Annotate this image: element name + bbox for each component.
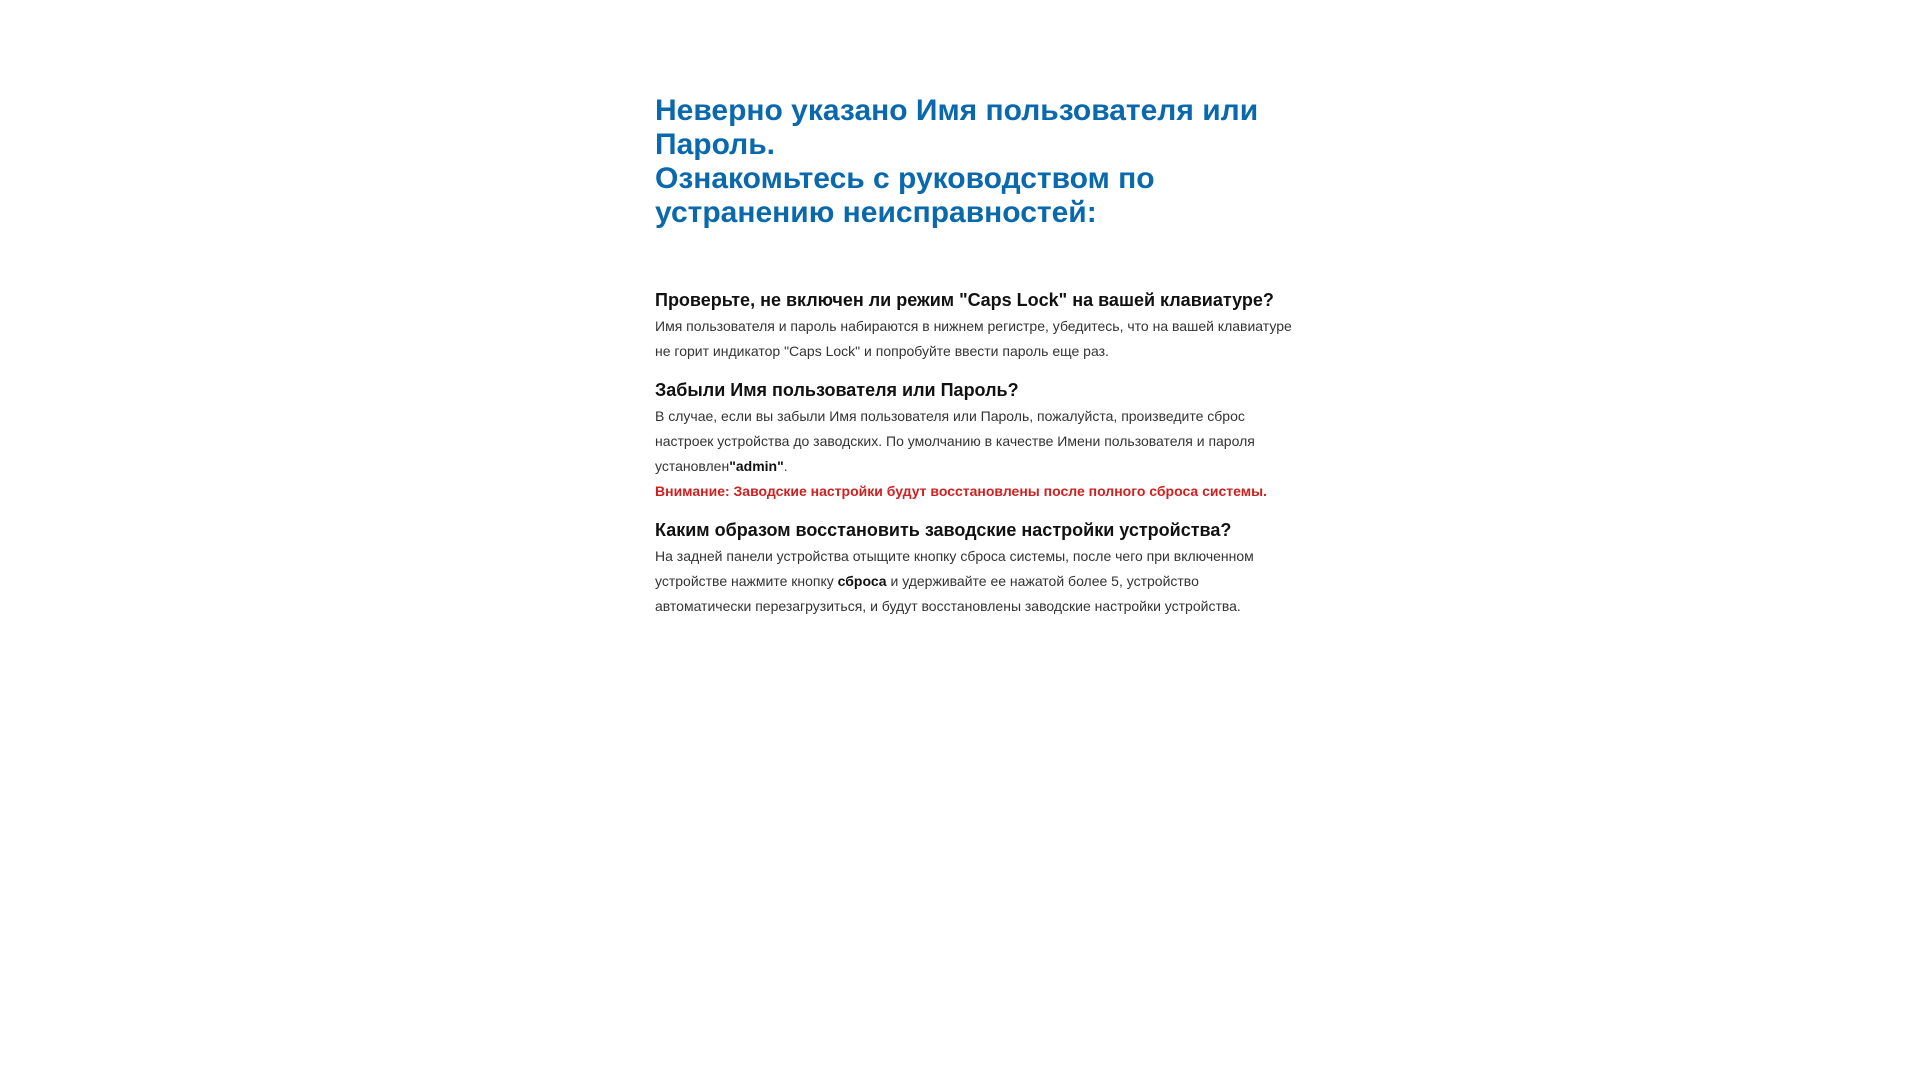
reset-warning: Внимание: Заводские настройки будут восстановлены после полного сброса системы. bbox=[655, 483, 1267, 499]
page-title bbox=[655, 94, 1295, 230]
capslock-section bbox=[655, 288, 1295, 364]
forgot-text bbox=[655, 404, 1295, 479]
reset-text bbox=[655, 544, 1295, 619]
forgot-text-before: В случае, если вы забыли Имя пользователя или Пароль, пожалуйста, произведите сброс настроек устройства до заводских. По умолчанию в качестве Имени пользователя и пароля установлен bbox=[655, 408, 1255, 474]
reset-section bbox=[655, 518, 1295, 619]
error-title: Неверно указано Имя пользователя или Пароль. bbox=[655, 94, 1259, 161]
spacer bbox=[655, 230, 1295, 288]
reset-text-before: На задней панели устройства отыщите кнопку сброса системы, после чего при включенном устройстве нажмите кнопку bbox=[655, 548, 1254, 589]
capslock-heading: Проверьте, не включен ли режим "Caps Lock" на вашей клавиатуре? bbox=[655, 290, 1274, 310]
guide-title: Ознакомьтесь с руководством по устранению неисправностей: bbox=[655, 162, 1155, 229]
reset-text-after: и удерживайте ее нажатой более 5, устройство автоматически перезагрузиться, и будут восстановлены заводские настройки устройства. bbox=[655, 573, 1241, 614]
reset-heading: Каким образом восстановить заводские настройки устройства? bbox=[655, 520, 1232, 540]
default-credentials: "admin" bbox=[729, 458, 784, 474]
forgot-text-after: . bbox=[783, 458, 788, 474]
reset-button-word: сброса bbox=[837, 573, 887, 589]
forgot-section bbox=[655, 378, 1295, 504]
capslock-text: Имя пользователя и пароль набираются в нижнем регистре, убедитесь, что на вашей клавиатуре не горит индикатор "Caps Lock" и попробуйте ввести пароль еще раз. bbox=[655, 318, 1292, 359]
forgot-heading: Забыли Имя пользователя или Пароль? bbox=[655, 380, 1019, 400]
troubleshooting-content bbox=[655, 94, 1295, 633]
